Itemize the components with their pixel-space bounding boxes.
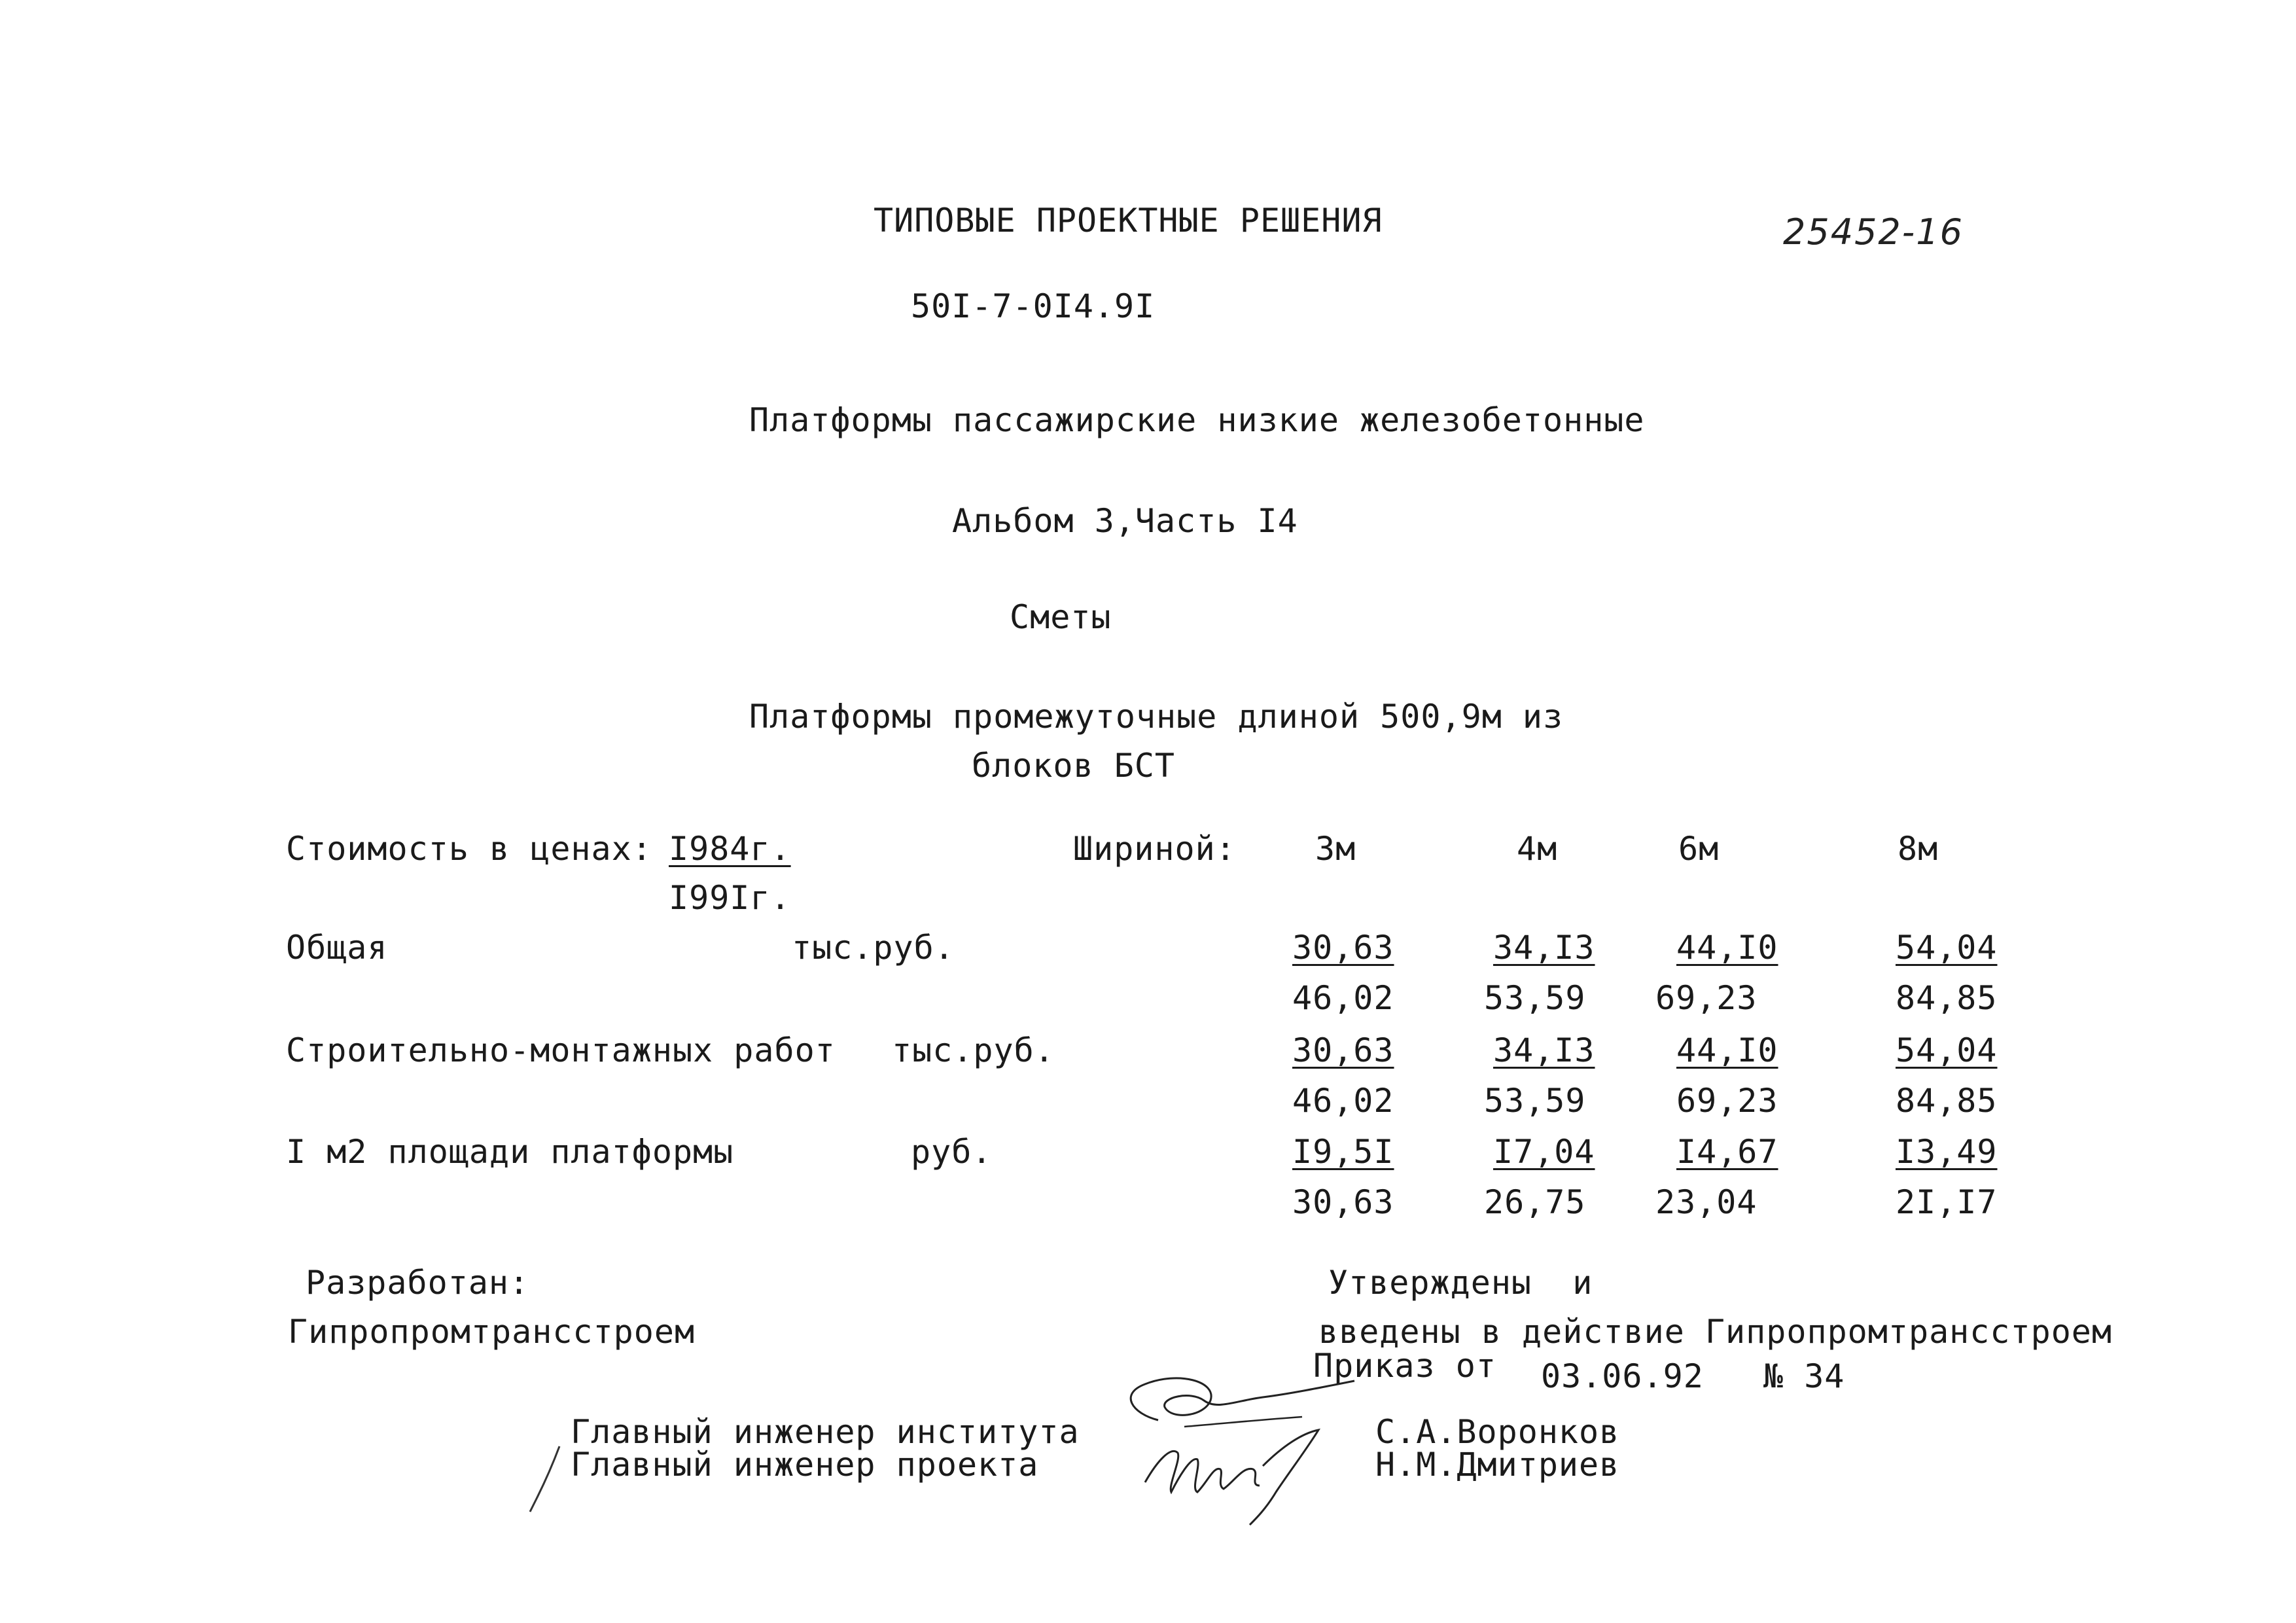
subject-line-2: блоков БСТ: [972, 747, 1176, 785]
row-construction-8m-1984: 54,04: [1896, 1031, 1998, 1069]
row-general-4m-1984: 34,I3: [1493, 929, 1595, 967]
row-construction-label: Строительно-монтажных работ: [286, 1031, 836, 1069]
signatory-2-position: Главный инженер проекта: [571, 1446, 1039, 1484]
width-8m: 8м: [1898, 830, 1939, 868]
row-general-8m-1984: 54,04: [1896, 929, 1998, 967]
row-per-sqm-3m-1984: I9,5I: [1292, 1133, 1394, 1171]
row-per-sqm-unit: руб.: [911, 1133, 993, 1171]
developer-name: Гипропромтрансстроем: [288, 1313, 696, 1351]
row-general-8m-1991: 84,85: [1896, 979, 1998, 1017]
row-per-sqm-8m-1991: 2I,I7: [1896, 1183, 1998, 1221]
approved-line-2: введены в действие Гипропромтрансстроем: [1318, 1313, 2112, 1351]
order-number: № 34: [1763, 1357, 1845, 1395]
order-label: Приказ от: [1313, 1347, 1496, 1385]
album-label: Альбом 3,Часть I4: [952, 502, 1298, 540]
document-title: Платформы пассажирские низкие железобетонные: [749, 401, 1645, 439]
width-4m: 4м: [1517, 830, 1558, 868]
row-general-6m-1984: 44,I0: [1676, 929, 1778, 967]
developed-label: Разработан:: [306, 1264, 530, 1302]
row-construction-6m-1984: 44,I0: [1676, 1031, 1778, 1069]
row-per-sqm-6m-1984: I4,67: [1676, 1133, 1778, 1171]
width-label: Шириной:: [1073, 830, 1236, 868]
order-date: 03.06.92: [1541, 1357, 1704, 1395]
signatory-2-name: Н.М.Дмитриев: [1375, 1446, 1620, 1484]
price-year-bottom: I99Iг.: [669, 879, 791, 917]
subject-line-1: Платформы промежуточные длиной 500,9м из: [749, 698, 1564, 736]
signature-dmitriev: [1132, 1420, 1341, 1531]
width-3m: 3м: [1315, 830, 1356, 868]
approved-line-1: Утверждены и: [1328, 1264, 1593, 1302]
row-general-4m-1991: 53,59: [1484, 979, 1586, 1017]
row-general-6m-1991: 69,23: [1655, 979, 1757, 1017]
price-label: Стоимость в ценах:: [286, 830, 652, 868]
series-title: ТИПОВЫЕ ПРОЕКТНЫЕ РЕШЕНИЯ: [874, 202, 1383, 240]
pen-mark: [520, 1440, 573, 1518]
signatory-1-position: Главный инженер института: [571, 1413, 1080, 1451]
section-label: Сметы: [1010, 598, 1112, 636]
row-per-sqm-4m-1984: I7,04: [1493, 1133, 1595, 1171]
row-per-sqm-label: I м2 площади платформы: [286, 1133, 734, 1171]
signatory-1-name: С.А.Воронков: [1375, 1413, 1620, 1451]
row-general-3m-1991: 46,02: [1292, 979, 1394, 1017]
row-per-sqm-4m-1991: 26,75: [1484, 1183, 1586, 1221]
row-general-label: Общая: [286, 929, 388, 967]
project-code: 50I-7-0I4.9I: [911, 287, 1156, 325]
row-construction-4m-1991: 53,59: [1484, 1082, 1586, 1120]
row-per-sqm-3m-1991: 30,63: [1292, 1183, 1394, 1221]
row-construction-unit: тыс.руб.: [892, 1031, 1055, 1069]
row-construction-8m-1991: 84,85: [1896, 1082, 1998, 1120]
row-general-3m-1984: 30,63: [1292, 929, 1394, 967]
row-per-sqm-6m-1991: 23,04: [1655, 1183, 1757, 1221]
price-year-top: I984г.: [669, 830, 791, 868]
row-per-sqm-8m-1984: I3,49: [1896, 1133, 1998, 1171]
row-general-unit: тыс.руб.: [792, 929, 955, 967]
inventory-number: 25452-16: [1783, 211, 1964, 253]
width-6m: 6м: [1678, 830, 1720, 868]
row-construction-6m-1991: 69,23: [1676, 1082, 1778, 1120]
row-construction-3m-1984: 30,63: [1292, 1031, 1394, 1069]
row-construction-4m-1984: 34,I3: [1493, 1031, 1595, 1069]
row-construction-3m-1991: 46,02: [1292, 1082, 1394, 1120]
